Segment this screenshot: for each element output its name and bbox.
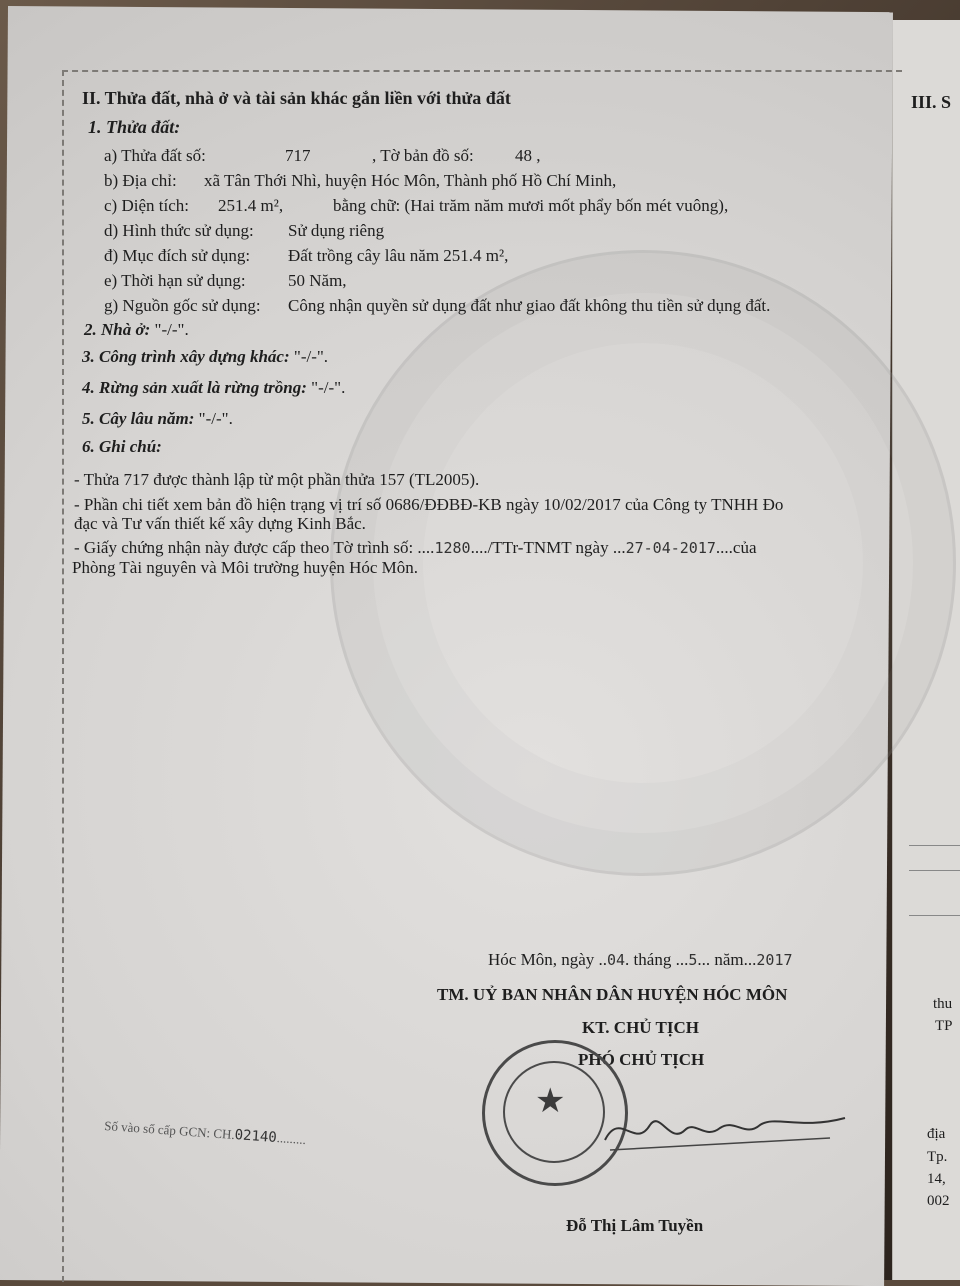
signer-role-1: KT. CHỦ TỊCH: [582, 1018, 699, 1037]
signing-day: 04: [606, 951, 626, 969]
submission-number: 1280: [434, 539, 471, 557]
register-number: Số vào sổ cấp GCN: CH.02140.........: [103, 1117, 307, 1148]
next-page-fragment: TP: [935, 1018, 953, 1034]
note-parcel-origin: - Thửa 717 được thành lập từ một phần thửa 157 (TL2005).: [74, 470, 480, 489]
next-page-fragment: thu: [933, 996, 953, 1012]
submission-date: 27-04-2017: [625, 539, 716, 557]
next-page-fragment: 14,: [927, 1171, 946, 1187]
address-label: b) Địa chỉ:: [104, 171, 177, 190]
note-issuance-basis-cont: Phòng Tài nguyên và Môi trường huyện Hóc Môn.: [72, 558, 419, 577]
parcel-number-value: 717: [285, 146, 311, 165]
note-issuance-basis: - Giấy chứng nhận này được cấp theo Tờ trình số: ....1280..../TTr-TNMT ngày ...27-04-2017....của: [74, 538, 757, 557]
area-value: 251.4 m²,: [218, 196, 284, 215]
perennial-value: "-/-".: [198, 409, 233, 428]
house-heading: 2. Nhà ở:: [84, 320, 151, 339]
section-title: II. Thửa đất, nhà ở và tài sản khác gắn liền với thửa đất: [82, 88, 511, 108]
map-sheet-value: 48 ,: [515, 146, 541, 165]
usage-origin-label: g) Nguồn gốc sử dụng:: [104, 296, 261, 315]
usage-purpose-value: Đất trồng cây lâu năm 251.4 m²,: [288, 246, 509, 265]
note-map-reference: - Phần chi tiết xem bản đồ hiện trạng vị trí số 0686/ĐĐBĐ-KB ngày 10/02/2017 của Công ty TNHH Đo: [74, 495, 784, 514]
usage-purpose-label: đ) Mục đích sử dụng:: [104, 246, 251, 265]
forest-value: "-/-".: [311, 378, 346, 397]
signature: [600, 1100, 850, 1160]
next-page-fragment: địa: [927, 1126, 946, 1142]
usage-form-value: Sử dụng riêng: [288, 221, 385, 240]
usage-form-label: d) Hình thức sử dụng:: [104, 221, 254, 240]
next-page-fragment: 002: [927, 1193, 950, 1209]
place-date: Hóc Môn, ngày ..04. tháng ...5... năm...2017: [488, 950, 793, 969]
signer-role-2: PHÓ CHỦ TỊCH: [578, 1050, 705, 1069]
usage-term-value: 50 Năm,: [288, 271, 347, 290]
forest-heading: 4. Rừng sản xuất là rừng trồng:: [82, 378, 307, 397]
address-value: xã Tân Thới Nhì, huyện Hóc Môn, Thành phố Hồ Chí Minh,: [204, 171, 617, 190]
construction-value: "-/-".: [293, 347, 329, 366]
area-label: c) Diện tích:: [104, 196, 189, 215]
parcel-number-label: a) Thửa đất số:: [104, 146, 206, 165]
area-in-words: bằng chữ: (Hai trăm năm mươi mốt phẩy bốn mét vuông),: [333, 196, 729, 215]
notes-heading: 6. Ghi chú:: [82, 437, 162, 456]
star-icon: ★: [535, 1083, 566, 1120]
signer-name: Đỗ Thị Lâm Tuyền: [566, 1216, 704, 1235]
construction-heading: 3. Công trình xây dựng khác:: [82, 347, 290, 366]
signing-month: 5: [688, 951, 698, 969]
note-map-reference-cont: đạc và Tư vấn thiết kế xây dựng Kinh Bắc.: [74, 514, 366, 533]
perennial-heading: 5. Cây lâu năm:: [82, 409, 195, 428]
usage-origin-value: Công nhận quyền sử dụng đất như giao đất không thu tiền sử dụng đất.: [288, 296, 771, 315]
next-page-title: III. S: [911, 92, 952, 112]
parcel-heading: 1. Thửa đất:: [88, 117, 181, 137]
issuing-authority: TM. UỶ BAN NHÂN DÂN HUYỆN HÓC MÔN: [437, 985, 788, 1004]
map-sheet-label: , Tờ bản đồ số:: [372, 146, 474, 165]
next-page-fragment: Tp.: [927, 1149, 948, 1165]
signing-year: 2017: [756, 951, 793, 969]
house-value: "-/-".: [154, 320, 189, 339]
register-number-value: 02140: [234, 1127, 278, 1146]
usage-term-label: e) Thời hạn sử dụng:: [104, 271, 246, 290]
